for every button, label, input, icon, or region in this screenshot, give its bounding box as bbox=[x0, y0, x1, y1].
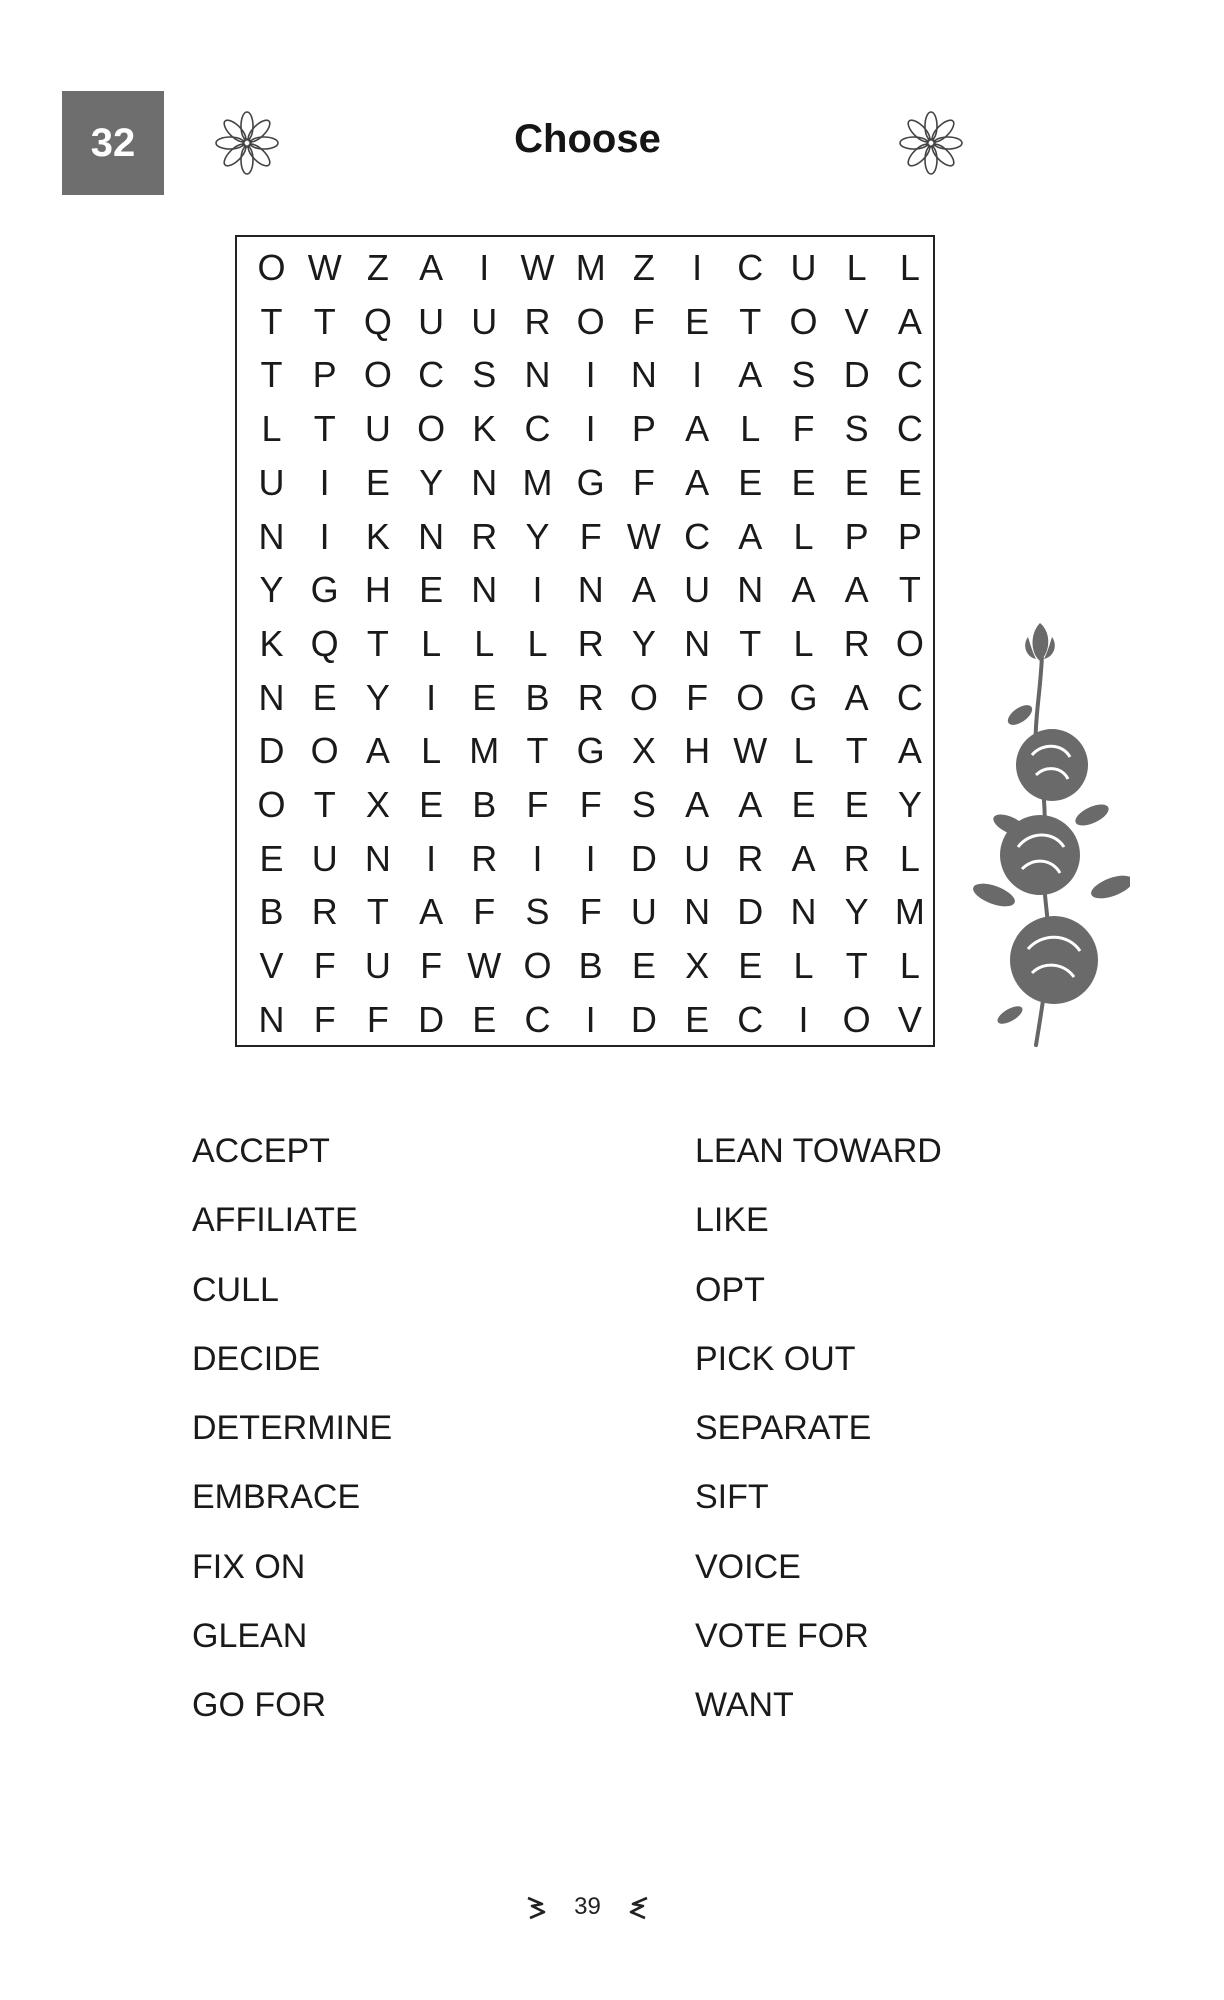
grid-letter: T bbox=[366, 891, 389, 933]
grid-letter: R bbox=[737, 837, 764, 879]
grid-letter: L bbox=[740, 408, 761, 450]
page-title: Choose bbox=[514, 117, 661, 161]
grid-letter: T bbox=[313, 300, 336, 342]
grid-letter: S bbox=[525, 891, 550, 933]
grid-letter: T bbox=[260, 354, 283, 396]
grid-letter: A bbox=[791, 569, 816, 611]
word-item: DETERMINE bbox=[192, 1409, 393, 1448]
grid-letter: A bbox=[897, 730, 922, 772]
grid-letter: C bbox=[896, 408, 923, 450]
grid-letter: T bbox=[845, 945, 868, 987]
grid-letter: W bbox=[626, 515, 661, 557]
grid-letter: U bbox=[258, 461, 285, 503]
word-item: LEAN TOWARD bbox=[695, 1132, 942, 1170]
grid-letter: G bbox=[310, 569, 339, 611]
grid-letter: O bbox=[257, 247, 286, 288]
word-item: PICK OUT bbox=[695, 1339, 856, 1378]
grid-row bbox=[237, 671, 933, 725]
grid-letter: O bbox=[363, 354, 392, 396]
grid-letter: F bbox=[792, 408, 815, 450]
grid-letter: L bbox=[899, 837, 920, 879]
grid-letter: A bbox=[897, 300, 922, 342]
grid-letter: M bbox=[469, 730, 500, 772]
grid-letter: U bbox=[790, 247, 817, 288]
grid-letter: A bbox=[631, 569, 656, 611]
grid-letter: I bbox=[426, 676, 437, 718]
grid-letter: F bbox=[579, 891, 602, 933]
grid-row bbox=[237, 724, 933, 778]
grid-letter: W bbox=[733, 730, 768, 772]
grid-letter: Y bbox=[631, 622, 656, 664]
grid-letter: P bbox=[897, 515, 922, 557]
grid-letter: C bbox=[737, 998, 764, 1040]
grid-row bbox=[237, 993, 933, 1047]
grid-letter: I bbox=[692, 354, 703, 396]
word-list-right bbox=[695, 1128, 942, 1752]
word-item: EMBRACE bbox=[192, 1478, 361, 1517]
grid-letter: O bbox=[576, 300, 605, 342]
grid-letter: N bbox=[790, 891, 817, 933]
grid-letter: E bbox=[897, 461, 922, 503]
grid-letter: I bbox=[585, 408, 596, 450]
word-item: CULL bbox=[192, 1270, 279, 1309]
grid-letter: S bbox=[791, 354, 816, 396]
grid-letter: O bbox=[417, 408, 446, 450]
grid-letter: I bbox=[319, 515, 330, 557]
grid-letter: E bbox=[472, 998, 497, 1040]
grid-letter: L bbox=[261, 408, 282, 450]
grid-letter: V bbox=[259, 945, 284, 987]
grid-letter: E bbox=[844, 461, 869, 503]
grid-letter: E bbox=[312, 676, 337, 718]
grid-letter: F bbox=[473, 891, 496, 933]
word-item: DECIDE bbox=[192, 1339, 321, 1378]
grid-letter: A bbox=[844, 676, 869, 718]
grid-letter: H bbox=[364, 569, 391, 611]
squiggle-icon bbox=[524, 1894, 548, 1920]
grid-letter: G bbox=[576, 461, 605, 503]
grid-letter: M bbox=[894, 891, 925, 933]
grid-letter: F bbox=[313, 998, 336, 1040]
grid-letter: E bbox=[685, 300, 710, 342]
grid-row bbox=[237, 617, 933, 671]
grid-letter: C bbox=[684, 515, 711, 557]
grid-letter: C bbox=[524, 408, 551, 450]
grid-letter: I bbox=[585, 354, 596, 396]
grid-letter: C bbox=[896, 354, 923, 396]
grid-letter: O bbox=[842, 998, 871, 1040]
grid-letter: F bbox=[420, 945, 443, 987]
grid-row bbox=[237, 402, 933, 456]
grid-letter: O bbox=[310, 730, 339, 772]
grid-letter: T bbox=[313, 784, 336, 825]
grid-letter: F bbox=[313, 945, 336, 987]
grid-letter: N bbox=[258, 676, 285, 718]
grid-letter: F bbox=[686, 676, 709, 718]
grid-letter: Z bbox=[632, 247, 655, 288]
grid-letter: P bbox=[312, 354, 337, 396]
grid-letter: E bbox=[844, 784, 869, 825]
grid-letter: E bbox=[791, 784, 816, 825]
grid-letter: A bbox=[419, 891, 444, 933]
grid-letter: U bbox=[630, 891, 657, 933]
grid-letter: G bbox=[576, 730, 605, 772]
grid-letter: U bbox=[364, 945, 391, 987]
grid-letter: Y bbox=[844, 891, 869, 933]
word-item: VOICE bbox=[695, 1547, 801, 1586]
grid-letter: I bbox=[532, 837, 543, 879]
grid-letter: E bbox=[738, 945, 763, 987]
grid-letter: N bbox=[364, 837, 391, 879]
grid-letter: P bbox=[631, 408, 656, 450]
grid-letter: O bbox=[257, 784, 286, 825]
grid-letter: I bbox=[692, 247, 703, 288]
grid-letter: E bbox=[791, 461, 816, 503]
grid-letter: I bbox=[319, 461, 330, 503]
grid-letter: C bbox=[896, 676, 923, 718]
grid-letter: G bbox=[789, 676, 818, 718]
grid-letter: U bbox=[418, 300, 445, 342]
word-item: AFFILIATE bbox=[192, 1201, 358, 1240]
grid-row bbox=[237, 885, 933, 939]
grid-letter: S bbox=[844, 408, 869, 450]
grid-letter: R bbox=[471, 837, 498, 879]
grid-letter: Y bbox=[525, 515, 550, 557]
grid-letter: D bbox=[737, 891, 764, 933]
grid-letter: E bbox=[631, 945, 656, 987]
grid-letter: K bbox=[365, 515, 390, 557]
grid-letter: E bbox=[419, 784, 444, 825]
grid-letter: A bbox=[791, 837, 816, 879]
grid-letter: X bbox=[685, 945, 710, 987]
grid-letter: L bbox=[846, 247, 867, 288]
word-item: SIFT bbox=[695, 1478, 769, 1517]
word-item: FIX ON bbox=[192, 1547, 306, 1586]
grid-letter: V bbox=[897, 998, 922, 1040]
grid-letter: N bbox=[684, 891, 711, 933]
grid-letter: Z bbox=[366, 247, 389, 288]
grid-letter: M bbox=[575, 247, 606, 288]
grid-letter: I bbox=[426, 837, 437, 879]
grid-letter: O bbox=[895, 622, 924, 664]
grid-letter: F bbox=[632, 461, 655, 503]
grid-letter: L bbox=[793, 945, 814, 987]
grid-letter: L bbox=[899, 945, 920, 987]
grid-letter: W bbox=[307, 247, 342, 288]
grid-row bbox=[237, 939, 933, 993]
grid-letter: R bbox=[843, 837, 870, 879]
flower-outline-icon bbox=[896, 108, 966, 178]
grid-letter: A bbox=[419, 247, 444, 288]
grid-letter: L bbox=[421, 622, 442, 664]
grid-letter: E bbox=[259, 837, 284, 879]
grid-letter: A bbox=[685, 408, 710, 450]
word-item: ACCEPT bbox=[192, 1132, 330, 1170]
grid-letter: X bbox=[631, 730, 656, 772]
grid-letter: D bbox=[418, 998, 445, 1040]
squiggle-icon bbox=[627, 1894, 651, 1920]
grid-letter: O bbox=[523, 945, 552, 987]
grid-letter: Q bbox=[363, 300, 392, 342]
grid-letter: F bbox=[366, 998, 389, 1040]
grid-letter: N bbox=[524, 354, 551, 396]
grid-letter: O bbox=[736, 676, 765, 718]
grid-letter: Y bbox=[259, 569, 284, 611]
grid-letter: H bbox=[684, 730, 711, 772]
grid-letter: F bbox=[526, 784, 549, 825]
grid-letter: S bbox=[472, 354, 497, 396]
grid-row bbox=[237, 510, 933, 564]
grid-letter: L bbox=[793, 622, 814, 664]
grid-letter: T bbox=[526, 730, 549, 772]
grid-letter: T bbox=[313, 408, 336, 450]
grid-row bbox=[237, 348, 933, 402]
grid-letter: I bbox=[479, 247, 490, 288]
grid-letter: C bbox=[737, 247, 764, 288]
grid-letter: F bbox=[632, 300, 655, 342]
grid-letter: E bbox=[685, 998, 710, 1040]
word-item: GO FOR bbox=[192, 1686, 327, 1725]
grid-row bbox=[237, 295, 933, 349]
grid-letter: U bbox=[364, 408, 391, 450]
grid-letter: B bbox=[578, 945, 603, 987]
grid-letter: F bbox=[579, 515, 602, 557]
grid-letter: I bbox=[798, 998, 809, 1040]
grid-letter: N bbox=[471, 569, 498, 611]
page-footer bbox=[0, 1893, 1175, 1921]
grid-letter: Y bbox=[365, 676, 390, 718]
grid-letter: D bbox=[630, 998, 657, 1040]
grid-letter: A bbox=[365, 730, 390, 772]
grid-letter: N bbox=[258, 515, 285, 557]
grid-row bbox=[237, 241, 933, 295]
grid-letter: D bbox=[258, 730, 285, 772]
grid-letter: R bbox=[577, 676, 604, 718]
grid-letter: N bbox=[471, 461, 498, 503]
grid-letter: X bbox=[365, 784, 390, 825]
word-item: SEPARATE bbox=[695, 1409, 872, 1448]
grid-letter: Y bbox=[419, 461, 444, 503]
word-item: WANT bbox=[695, 1686, 794, 1725]
grid-letter: L bbox=[793, 730, 814, 772]
grid-letter: L bbox=[421, 730, 442, 772]
grid-letter: U bbox=[684, 837, 711, 879]
grid-letter: B bbox=[525, 676, 550, 718]
grid-letter: Y bbox=[897, 784, 922, 825]
grid-letter: T bbox=[739, 622, 762, 664]
grid-letter: B bbox=[259, 891, 284, 933]
grid-letter: N bbox=[258, 998, 285, 1040]
grid-letter: R bbox=[843, 622, 870, 664]
grid-letter: F bbox=[579, 784, 602, 825]
grid-letter: N bbox=[630, 354, 657, 396]
grid-letter: L bbox=[899, 247, 920, 288]
grid-letter: A bbox=[685, 784, 710, 825]
grid-letter: C bbox=[524, 998, 551, 1040]
grid-letter: N bbox=[418, 515, 445, 557]
grid-letter: S bbox=[631, 784, 656, 825]
rose-branch-icon bbox=[970, 615, 1130, 1055]
grid-letter: D bbox=[630, 837, 657, 879]
grid-letter: Q bbox=[310, 622, 339, 664]
grid-letter: M bbox=[522, 461, 553, 503]
grid-row bbox=[237, 832, 933, 886]
grid-row bbox=[237, 778, 933, 832]
grid-letter: A bbox=[738, 515, 763, 557]
grid-letter: T bbox=[739, 300, 762, 342]
grid-letter: K bbox=[259, 622, 284, 664]
grid-letter: U bbox=[471, 300, 498, 342]
grid-letter: I bbox=[585, 998, 596, 1040]
grid-letter: A bbox=[738, 784, 763, 825]
grid-letter: E bbox=[472, 676, 497, 718]
grid-letter: T bbox=[898, 569, 921, 611]
grid-letter: U bbox=[311, 837, 338, 879]
grid-letter: E bbox=[738, 461, 763, 503]
word-search-grid bbox=[235, 235, 935, 1047]
grid-letter: A bbox=[844, 569, 869, 611]
grid-letter: N bbox=[577, 569, 604, 611]
grid-letter: L bbox=[793, 515, 814, 557]
grid-letter: K bbox=[472, 408, 497, 450]
grid-row bbox=[237, 456, 933, 510]
grid-letter: R bbox=[577, 622, 604, 664]
grid-letter: U bbox=[684, 569, 711, 611]
grid-letter: W bbox=[467, 945, 502, 987]
grid-letter: E bbox=[365, 461, 390, 503]
grid-letter: N bbox=[737, 569, 764, 611]
page-number: 39 bbox=[574, 1893, 601, 1920]
grid-letter: V bbox=[844, 300, 869, 342]
grid-letter: N bbox=[684, 622, 711, 664]
grid-letter: O bbox=[629, 676, 658, 718]
grid-letter: A bbox=[738, 354, 763, 396]
grid-letter: E bbox=[419, 569, 444, 611]
grid-letter: L bbox=[527, 622, 548, 664]
grid-letter: B bbox=[472, 784, 497, 825]
grid-row bbox=[237, 563, 933, 617]
grid-letter: T bbox=[366, 622, 389, 664]
grid-letter: T bbox=[845, 730, 868, 772]
word-item: GLEAN bbox=[192, 1617, 308, 1656]
grid-letter: I bbox=[532, 569, 543, 611]
grid-letter: A bbox=[685, 461, 710, 503]
puzzle-number: 32 bbox=[90, 120, 136, 165]
grid-letter: R bbox=[311, 891, 338, 933]
word-item: OPT bbox=[695, 1270, 765, 1309]
grid-letter: C bbox=[418, 354, 445, 396]
grid-letter: P bbox=[844, 515, 869, 557]
grid-letter: R bbox=[471, 515, 498, 557]
word-item: VOTE FOR bbox=[695, 1617, 869, 1656]
grid-letter: I bbox=[585, 837, 596, 879]
grid-letter: W bbox=[520, 247, 555, 288]
grid-letter: D bbox=[843, 354, 870, 396]
grid-letter: L bbox=[474, 622, 495, 664]
word-item: LIKE bbox=[695, 1201, 769, 1240]
grid-letter: O bbox=[789, 300, 818, 342]
grid-letter: R bbox=[524, 300, 551, 342]
grid-letter: T bbox=[260, 300, 283, 342]
word-list-left bbox=[192, 1128, 392, 1752]
